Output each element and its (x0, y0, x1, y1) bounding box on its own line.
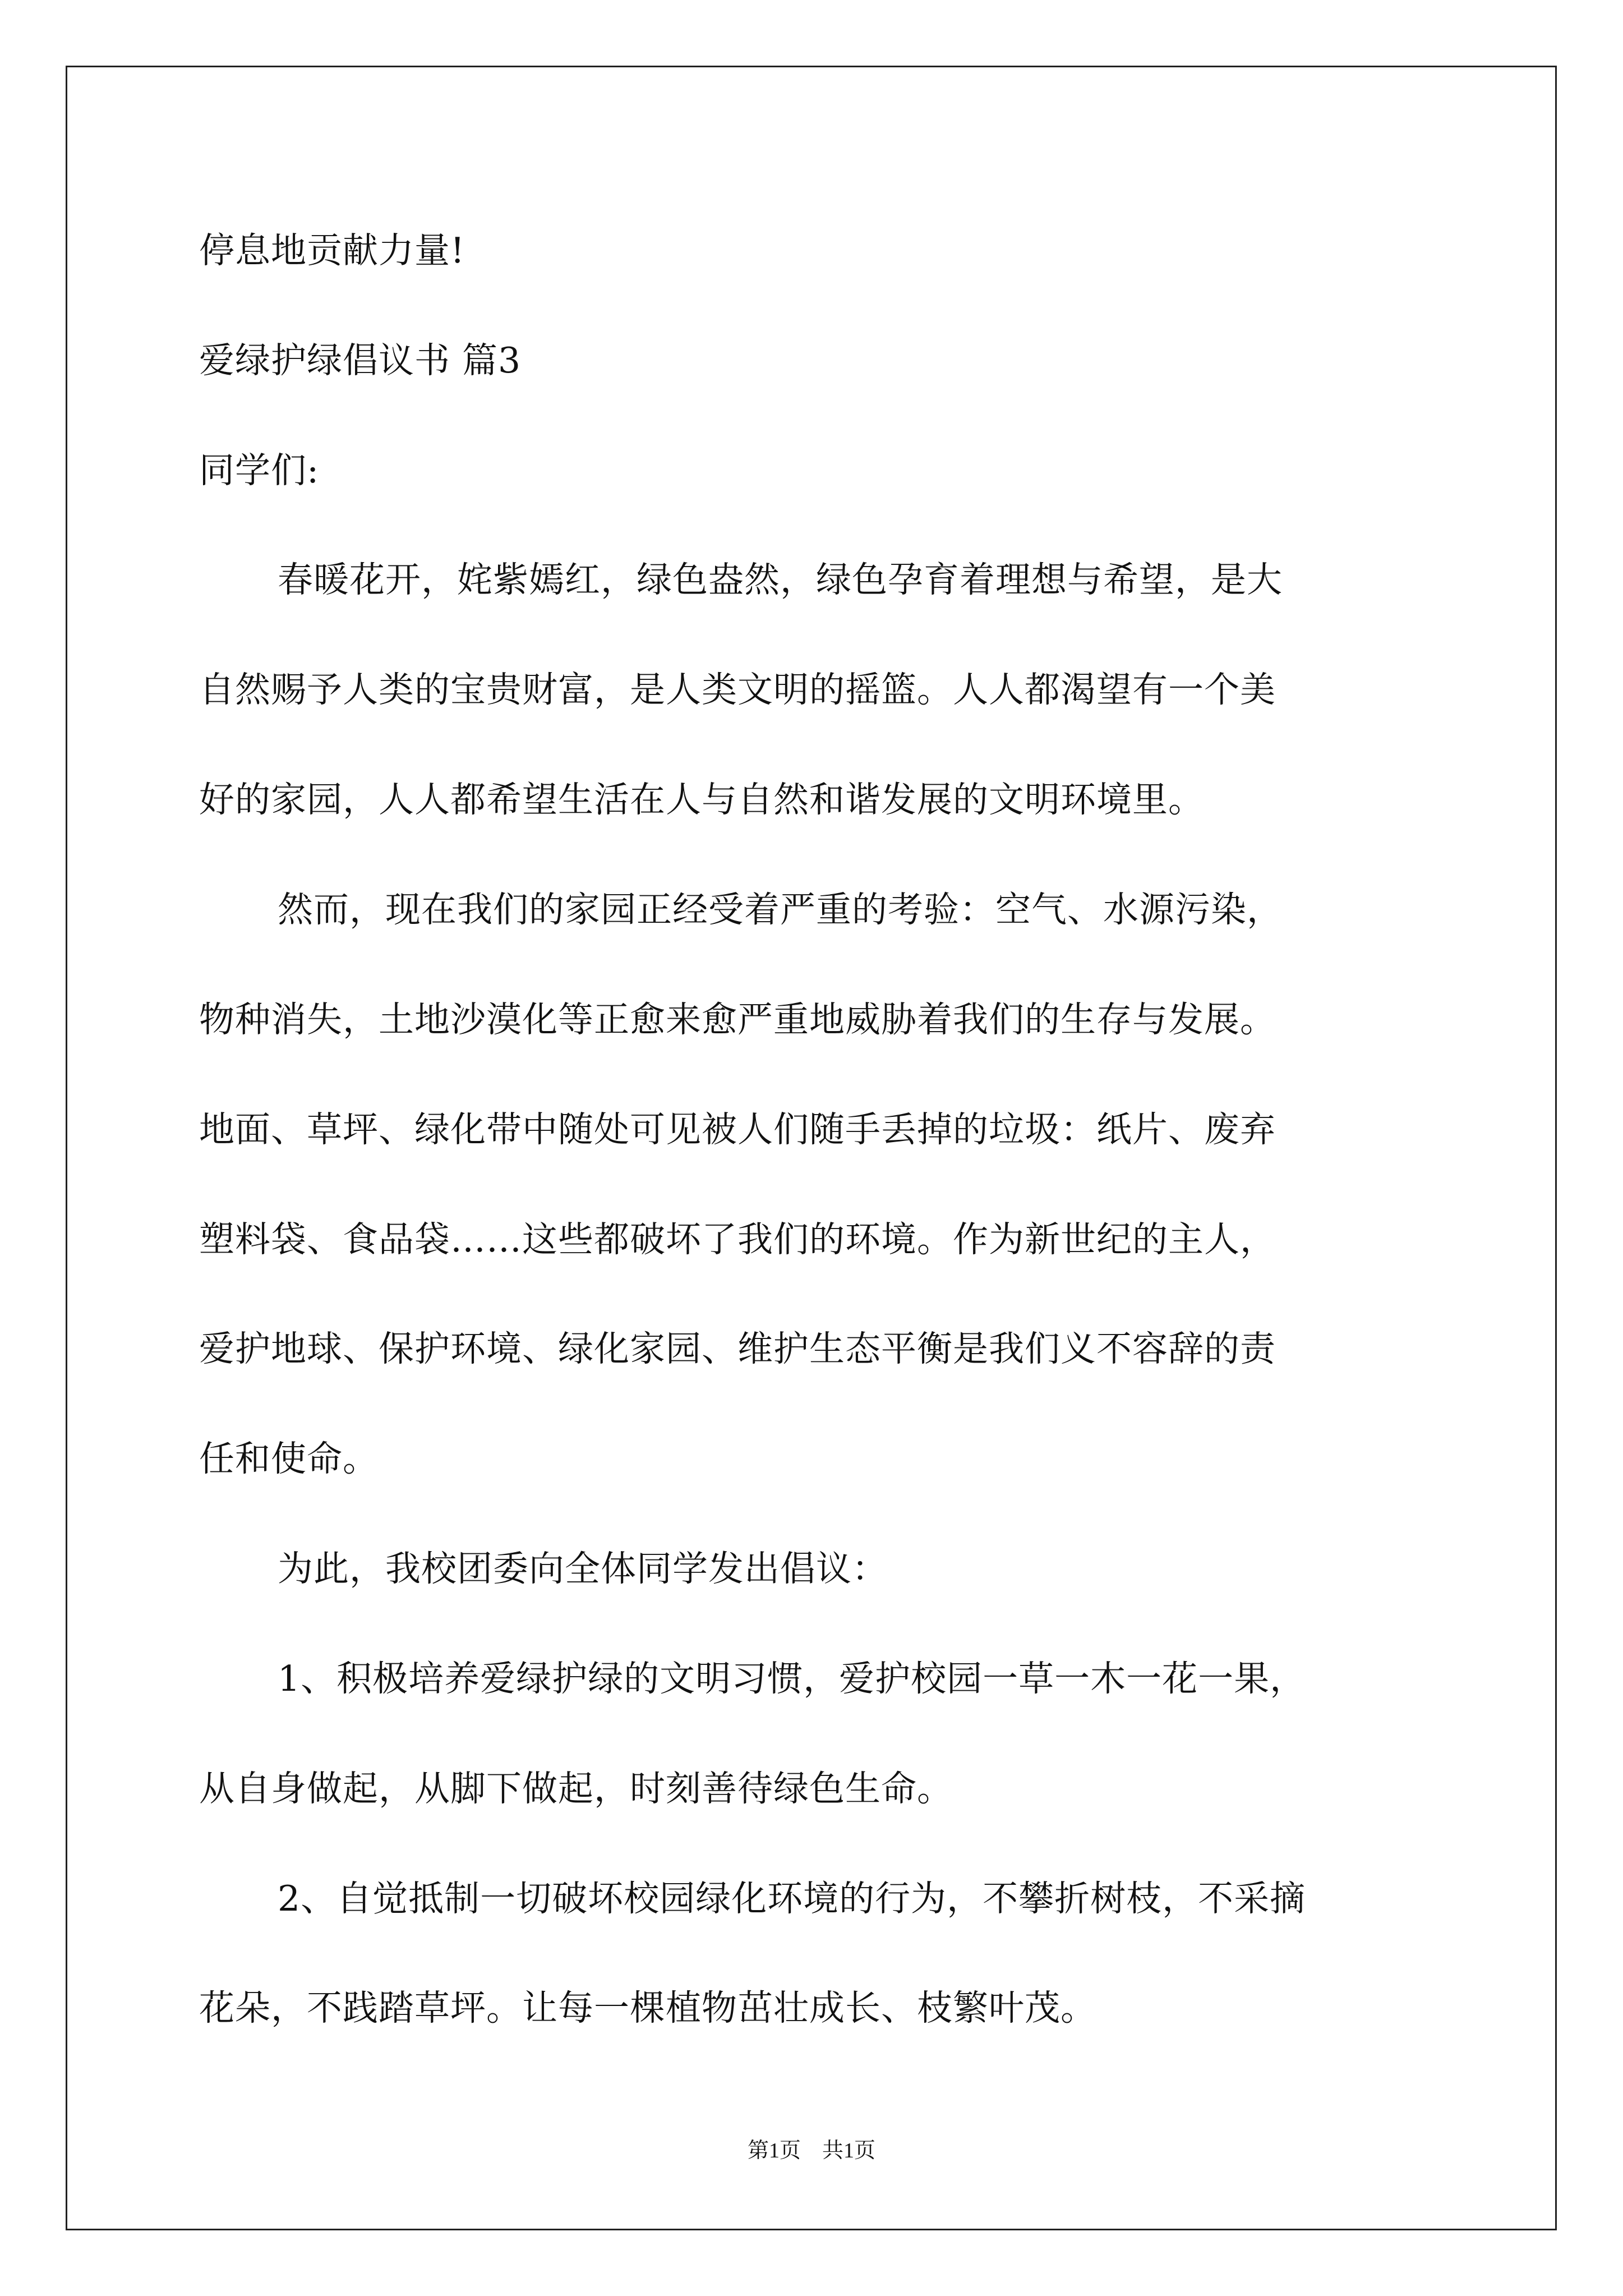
paragraph-line: 塑料袋、食品袋……这些都破坏了我们的环境。作为新世纪的主人， (199, 1219, 1276, 1260)
paragraph-line: 花朵，不践踏草坪。让每一棵植物茁壮成长、枝繁叶茂。 (199, 1987, 1096, 2028)
paragraph-line: 为此，我校团委向全体同学发出倡议： (278, 1548, 888, 1589)
paragraph-line: 地面、草坪、绿化带中随处可见被人们随手丢掉的垃圾：纸片、废弃 (199, 1109, 1276, 1150)
paragraph-line: 好的家园，人人都希望生活在人与自然和谐发展的文明环境里。 (199, 779, 1204, 820)
paragraph-line: 2、自觉抵制一切破坏校园绿化环境的行为，不攀折树枝，不采摘 (278, 1878, 1306, 1919)
paragraph-line: 春暖花开，姹紫嫣红，绿色盎然，绿色孕育着理想与希望，是大 (278, 559, 1283, 600)
paragraph-line: 任和使命。 (199, 1438, 379, 1479)
paragraph-line: 物种消失，土地沙漠化等正愈来愈严重地威胁着我们的生存与发展。 (199, 999, 1276, 1040)
salutation: 同学们: (199, 450, 320, 491)
section-heading: 爱绿护绿倡议书 篇3 (199, 340, 522, 381)
paragraph-line: 从自身做起，从脚下做起，时刻善待绿色生命。 (199, 1768, 953, 1809)
paragraph-line: 1、积极培养爱绿护绿的文明习惯，爱护校园一草一木一花一果， (278, 1658, 1306, 1699)
text-line: 停息地贡献力量! (199, 230, 465, 271)
paragraph-line: 然而，现在我们的家园正经受着严重的考验：空气、水源污染， (278, 889, 1283, 930)
paragraph-line: 自然赐予人类的宝贵财富，是人类文明的摇篮。人人都渴望有一个美 (199, 669, 1276, 710)
page-footer: 第1页 共1页 (747, 2139, 875, 2162)
paragraph-line: 爱护地球、保护环境、绿化家园、维护生态平衡是我们义不容辞的责 (199, 1328, 1276, 1369)
